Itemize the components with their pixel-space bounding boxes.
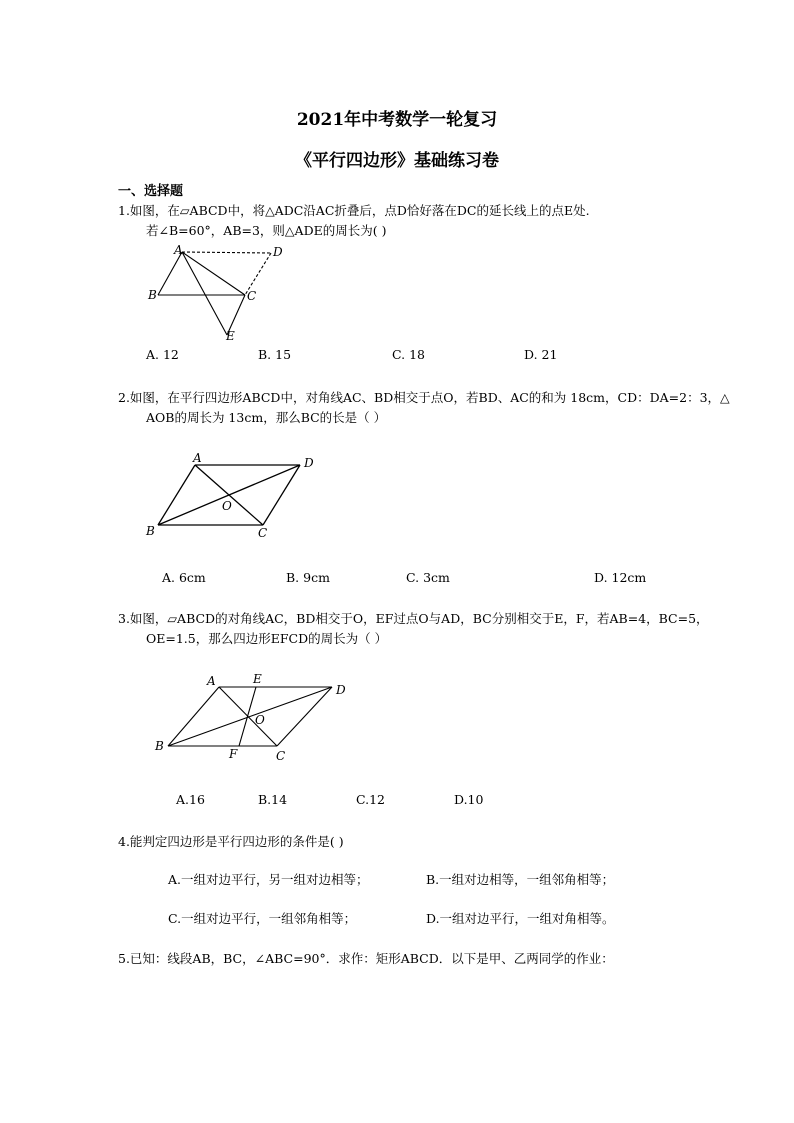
q3-label-b: B xyxy=(155,739,164,753)
page-title: 2021年中考数学一轮复习 xyxy=(296,110,498,130)
q2-label-d: D xyxy=(304,456,314,470)
q3-label-f: F xyxy=(229,747,238,761)
q1-label-b: B xyxy=(148,288,157,302)
q2-label-a: A xyxy=(193,451,202,465)
q1-option-b: B. 15 xyxy=(258,347,292,362)
q3-label-o: O xyxy=(255,713,265,727)
q3-option-a: A.16 xyxy=(176,792,205,807)
q3-option-c: C.12 xyxy=(356,792,385,807)
q3-label-a: A xyxy=(207,674,216,688)
q3-label-d: D xyxy=(336,683,346,697)
q1-label-a: A xyxy=(174,243,183,257)
q1-label-e: E xyxy=(226,329,235,343)
q2-figure xyxy=(140,448,330,548)
q1-option-a: A. 12 xyxy=(146,347,179,362)
q1-label-d: D xyxy=(273,245,283,259)
q1-option-c: C. 18 xyxy=(392,347,425,362)
q3-option-d: D.10 xyxy=(454,792,484,807)
q3-text-line2: OE=1.5，那么四边形EFCD的周长为（ ） xyxy=(146,631,388,646)
q2-text-line2: AOB的周长为 13cm，那么BC的长是（ ） xyxy=(146,410,387,425)
q2-text-line1: 2.如图，在平行四边形ABCD中，对角线AC、BD相交于点O，若BD、AC的和为 18cm，CD：DA=2：3，△ xyxy=(118,390,730,405)
section-heading: 一、选择题 xyxy=(118,184,184,199)
q1-text-line2: 若∠B=60°，AB=3，则△ADE的周长为( ) xyxy=(146,223,387,238)
q5-text-line1: 5.已知：线段AB，BC，∠ABC=90°．求作：矩形ABCD．以下是甲、乙两同学的作业： xyxy=(118,951,614,966)
q1-label-c: C xyxy=(247,289,257,303)
q3-text-line1: 3.如图，▱ABCD的对角线AC，BD相交于O，EF过点O与AD，BC分别相交于E，F，若AB=4，BC=5， xyxy=(118,611,709,626)
q1-option-d: D. 21 xyxy=(524,347,558,362)
q4-text-line1: 4.能判定四边形是平行四边形的条件是( ) xyxy=(118,834,344,849)
q3-option-b: B.14 xyxy=(258,792,288,807)
q2-option-c: C. 3cm xyxy=(406,570,450,585)
q1-text-line1: 1.如图，在▱ABCD中，将△ADC沿AC折叠后，点D恰好落在DC的延长线上的点E处. xyxy=(118,203,590,218)
q4-option-b: B.一组对边相等，一组邻角相等； xyxy=(426,872,615,887)
q2-option-b: B. 9cm xyxy=(286,570,330,585)
q1-figure xyxy=(145,243,295,343)
q2-option-a: A. 6cm xyxy=(162,570,206,585)
q3-label-c: C xyxy=(276,749,286,763)
q4-option-a: A.一组对边平行，另一组对边相等； xyxy=(168,872,369,887)
q2-label-c: C xyxy=(258,526,268,540)
q3-figure xyxy=(150,668,360,768)
q4-option-d: D.一组对边平行，一组对角相等。 xyxy=(426,911,615,926)
q2-option-d: D. 12cm xyxy=(594,570,647,585)
q4-option-c: C.一组对边平行，一组邻角相等； xyxy=(168,911,357,926)
q2-label-o: O xyxy=(222,499,232,513)
q3-label-e: E xyxy=(253,672,262,686)
q2-label-b: B xyxy=(146,524,155,538)
page-subtitle: 《平行四边形》基础练习卷 xyxy=(295,151,499,171)
